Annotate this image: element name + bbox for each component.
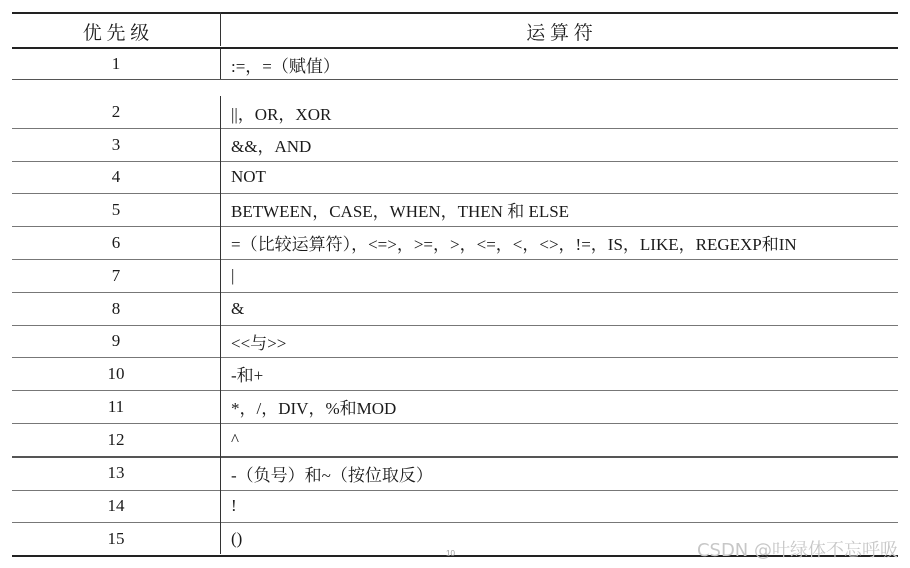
priority-cell: 13 [107, 463, 125, 482]
priority-cell: 3 [111, 134, 121, 154]
column-divider-body [220, 96, 221, 554]
operator-cell: ^ [231, 429, 239, 449]
operator-cell: BETWEEN，CASE，WHEN，THEN 和 ELSE [231, 202, 570, 221]
watermark: CSDN @叶绿体不忘呼吸 [696, 540, 898, 561]
table-row [12, 161, 898, 194]
priority-cell: 4 [111, 167, 121, 186]
table-row [12, 226, 898, 260]
table-row [12, 456, 898, 491]
operator-cell: *，/，DIV，%和MOD [231, 399, 397, 418]
table-row [12, 193, 898, 227]
operator-cell: -和+ [231, 366, 264, 385]
operator-cell: <<与>> [231, 333, 287, 353]
page-number: 10 [446, 549, 455, 558]
table-row [12, 128, 898, 162]
header-operator: 运 算 符 [526, 22, 593, 44]
operator-cell: NOT [231, 167, 266, 186]
operator-cell: -（负号）和~（按位取反） [231, 465, 433, 485]
priority-cell: 2 [111, 102, 121, 121]
priority-cell: 15 [107, 528, 125, 548]
priority-cell: 6 [111, 232, 121, 252]
operator-cell: :=，=（赋值） [231, 56, 340, 76]
column-divider-header [220, 12, 221, 46]
priority-cell: 7 [111, 265, 121, 285]
table-row [12, 390, 898, 424]
operator-cell: ! [231, 496, 237, 515]
table-row [12, 357, 898, 391]
table-header [12, 14, 898, 48]
table-row [12, 49, 898, 80]
priority-cell: 10 [107, 363, 125, 383]
table-row [12, 490, 898, 523]
table-row [12, 423, 898, 458]
table-row [12, 96, 898, 129]
priority-cell: 11 [107, 396, 125, 416]
operator-cell: ||，OR，XOR [231, 104, 332, 124]
priority-cell: 9 [111, 331, 121, 350]
priority-cell: 5 [111, 199, 121, 219]
table-row [12, 259, 898, 293]
operator-cell: &&，AND [231, 137, 312, 156]
priority-cell: 14 [107, 496, 125, 515]
operator-cell: =（比较运算符），<=>，>=，>，<=，<，<>，!=，IS，LIKE，REGEXP和IN [231, 235, 797, 254]
table-row [12, 325, 898, 358]
operator-cell: & [231, 298, 245, 318]
column-divider-row1 [220, 49, 221, 79]
operator-cell: () [231, 528, 243, 548]
priority-cell: 1 [111, 54, 121, 73]
priority-cell: 12 [107, 429, 125, 449]
table-row [12, 292, 898, 326]
operator-cell: | [231, 265, 235, 285]
header-priority: 优 先 级 [82, 22, 150, 44]
priority-cell: 8 [111, 298, 121, 318]
